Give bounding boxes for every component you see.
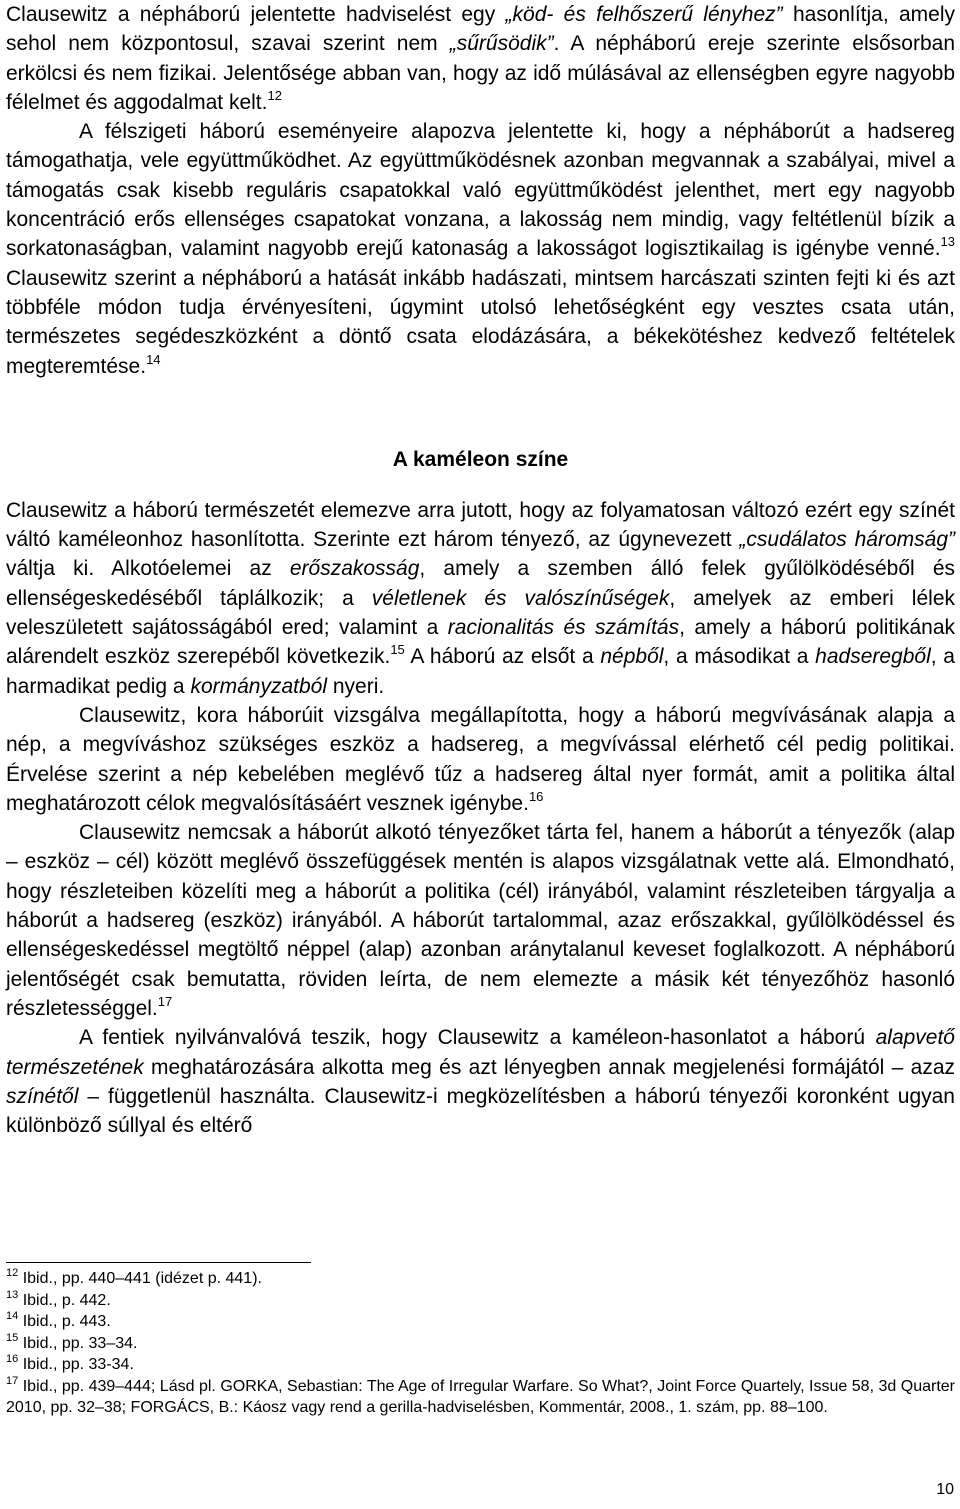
footnote (6, 1290, 955, 1312)
footnote-ref: 14 (146, 351, 161, 367)
text-run: , amely a háború politikának alárendelt eszköz szerepéből következik. (6, 616, 955, 669)
footnote-ref: 17 (157, 993, 173, 1009)
text-run: . A népháború ereje szerinte elsősorban erkölcsi és nem fizikai. Jelentősége abban van, hogy az idő múlásával az ellenségben egyre nagyobb félelmet és aggodalmat kelt. (6, 32, 955, 114)
section-heading: A kaméleon színe (392, 447, 569, 471)
text-run: A háború az elsőt a (404, 645, 601, 669)
text-run: A fentiek nyilvánvalóvá teszik, hogy Clausewitz a kaméleon-hasonlatot a háború (79, 1026, 876, 1050)
footnote (6, 1311, 955, 1333)
paragraph (6, 818, 955, 1023)
footnote-number: 13 (6, 1288, 19, 1301)
footnote-number: 14 (6, 1310, 19, 1322)
paragraph (6, 1023, 955, 1140)
paragraph (6, 701, 955, 818)
footnote-ref: 16 (528, 788, 544, 804)
footnote-text: Ibid., pp. 440–441 (idézet p. 441). (18, 1270, 262, 1287)
footnote-text: Ibid., pp. 33–34. (18, 1334, 138, 1352)
page-number: 10 (936, 1481, 954, 1498)
footnote-text: Ibid., p. 443. (18, 1313, 111, 1330)
italic-text: népből (600, 645, 664, 669)
text-run: , a másodikat a (663, 645, 816, 669)
paragraph (6, 0, 955, 117)
footnote-number: 12 (6, 1267, 19, 1279)
italic-text: erőszakosság (289, 557, 420, 581)
text-run: hasonlítja, amely sehol nem központosul, szavai szerint nem (6, 3, 955, 56)
italic-text: „köd- és felhőszerű lényhez” (505, 3, 783, 26)
text-run: Clausewitz nemcsak a háborút alkotó tényezőket tárta fel, hanem a háborút a tényezők (alap – eszköz – cél) között meglévő összefüggések mentén is alapos vizsgálatnak vette alá. Elmondható, hogy részleteiben közelíti meg a háborút a politika (cél) irányából, valamint részleteiben tárgyalja a háborút a hadsereg (eszköz) irányából. A háborút tartalommal, azaz erőszakkal, gyűlölködéssel és ellenségeskedéssel megtöltő néppel (alap) azonban aránytalanul keveset foglalkozott. A népháború jelentőségét csak bemutatta, röviden leírta, de nem elemezte a másik két tényezőhöz hasonló részletességgel. (6, 821, 955, 1020)
italic-text: alapvető természetének (6, 1026, 955, 1079)
italic-text: hadseregből (815, 645, 931, 669)
italic-text: színétől (6, 1084, 79, 1108)
text-run: nyeri. (327, 674, 385, 698)
text-run: , a harmadikat pedig a (6, 645, 955, 698)
footnote-text: Ibid., p. 442. (18, 1291, 111, 1309)
text-run: váltja ki. Alkotóelemei az (6, 557, 290, 581)
paragraph (6, 496, 955, 701)
paragraph (6, 117, 955, 381)
footnote (6, 1354, 955, 1376)
italic-text: „sűrűsödik” (449, 32, 554, 56)
italic-text: kormányzatból (190, 674, 328, 698)
text-run: Clausewitz a népháború jelentette hadviselést egy (6, 3, 506, 26)
footnote-number: 16 (6, 1353, 19, 1365)
footnote-number: 15 (6, 1331, 19, 1344)
body-text-top (6, 0, 955, 381)
footnotes (6, 1268, 955, 1419)
footnote-separator (6, 1262, 311, 1263)
footnote-text: Ibid., pp. 33-34. (18, 1356, 134, 1373)
italic-text: racionalitás és számítás (447, 616, 680, 640)
footnote-ref: 15 (390, 642, 405, 658)
footnote-number: 17 (6, 1374, 19, 1387)
text-run: meghatározására alkotta meg és azt lényegben annak megjelenési formájától – azaz (143, 1055, 955, 1079)
text-run: Clausewitz szerint a népháború a hatását inkább hadászati, mintsem harcászati szinten fejti ki és azt többféle módon tudja érvényesíteni, úgymint utolsó lehetőségként egy vesztes csata után, természetes segédeszközként a döntő csata elodázására, a békekötéshez kedvező feltételek megteremtése. (6, 266, 955, 378)
footnote (6, 1333, 955, 1355)
text-run: Clausewitz a háború természetét elemezve arra jutott, hogy az folyamatosan változó ezért egy színét váltó kaméleonhoz hasonlította. Szerinte ezt három tényező, az úgynevezett (6, 498, 955, 552)
footnote (6, 1268, 955, 1290)
footnote (6, 1376, 955, 1419)
italic-text: „csudálatos háromság” (739, 528, 955, 552)
text-run: A félszigeti háború eseményeire alapozva jelentette ki, hogy a népháborút a hadsereg támogathatja, vele együttműködhet. Az együttműködésnek azonban megvannak a szabályai, mivel a támogatás csak kisebb reguláris csapatokkal való együttműködést jelenthet, mert egy nagyobb koncentráció erős ellenséges csapatokat vonzana, a lakosság nem mindig, vagy feltétlenül bízik a sorkatonaságban, valamint nagyobb erejű katonaság a lakosságot logisztikailag is igénybe venné. (6, 120, 955, 261)
text-run: – függetlenül használta. Clausewitz-i megközelítésben a háború tényezői koronként ugyan különböző súllyal és eltérő (6, 1084, 955, 1138)
footnote-ref: 13 (940, 234, 955, 250)
footnote-ref: 12 (267, 87, 282, 103)
body-text-bottom (6, 496, 955, 1141)
footnote-text: Ibid., pp. 439–444; Lásd pl. GORKA, Sebastian: The Age of Irregular Warfare. So What?, Joint Force Quartely, Issue 58, 3d Quarter 2010, pp. 32–38; FORGÁCS, B.: Káosz vagy rend a gerilla-hadviselésben, Kommentár, 2008., 1. szám, pp. 88–100. (6, 1377, 955, 1416)
document-page (6, 0, 955, 1140)
text-run: Clausewitz, kora háborúit vizsgálva megállapította, hogy a háború megvívásának alapja a nép, a megvíváshoz szükséges eszköz a hadsereg, a megvívással elérhető cél pedig politikai. Érvelése szerint a nép kebelében meglévő tűz a hadsereg által nyer formát, amit a politika által meghatározott célok megvalósításáért vesznek igénybe. (6, 703, 955, 815)
text-run: , amely a szemben álló felek gyűlölködéséből és ellenségeskedéséből táplálkozik; a (6, 557, 955, 610)
text-run: , amelyek az emberi lélek veleszületett sajátosságából ered; valamint a (6, 586, 955, 640)
italic-text: véletlenek és valószínűségek (371, 586, 670, 610)
